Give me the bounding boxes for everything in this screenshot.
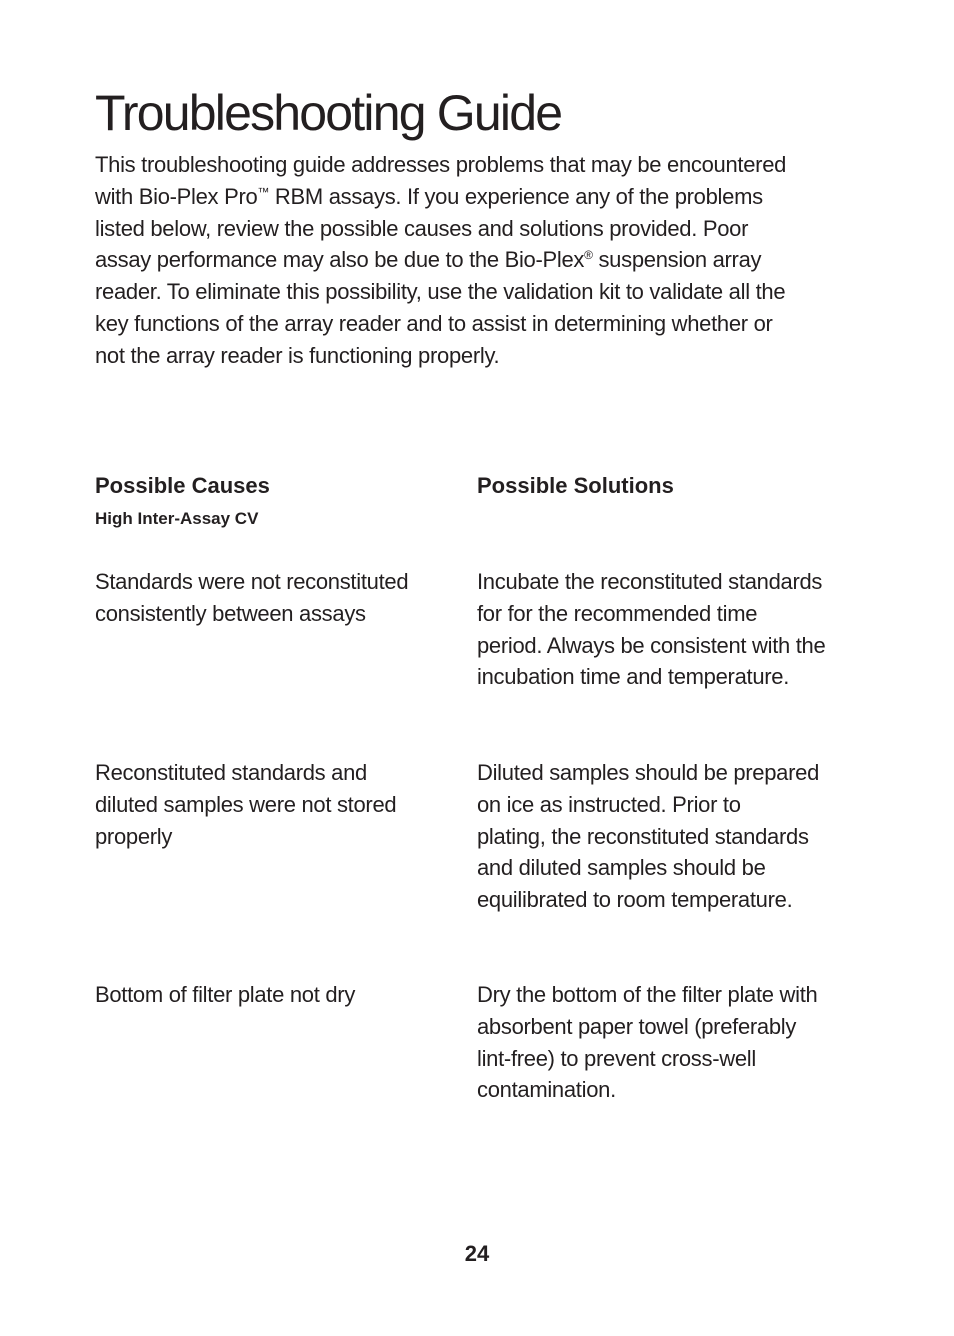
solution-line: lint-free) to prevent cross-well (477, 1045, 756, 1071)
solution-line: plating, the reconstituted standards (477, 823, 809, 849)
intro-line: listed below, review the possible causes and solutions provided. Poor (95, 215, 749, 241)
possible-solutions-header: Possible Solutions (477, 473, 674, 498)
solution-cell (477, 979, 877, 1106)
cause-line: Bottom of filter plate not dry (95, 982, 356, 1007)
solution-line: incubation time and temperature. (477, 664, 790, 690)
solution-line: Dry the bottom of the filter plate with (477, 982, 818, 1007)
cause-line: Reconstituted standards and (95, 760, 367, 785)
solution-line: Diluted samples should be prepared (477, 760, 820, 785)
cause-line: properly (95, 823, 173, 849)
cause-line: diluted samples were not stored (95, 791, 397, 817)
solution-line: and diluted samples should be (477, 855, 766, 881)
solution-cell (477, 566, 877, 693)
intro-line: This troubleshooting guide addresses problems that may be encountered (95, 152, 787, 177)
cause-cell (95, 757, 455, 852)
intro-text: assay performance may also be due to the Bio-Plex (95, 247, 585, 273)
cause-line: Standards were not reconstituted (95, 569, 409, 594)
solution-line: for for the recommended time (477, 600, 758, 626)
solution-line: Incubate the reconstituted standards (477, 569, 823, 594)
cause-cell (95, 566, 455, 630)
intro-line: not the array reader is functioning properly. (95, 342, 500, 368)
intro-line: key functions of the array reader and to assist in determining whether or (95, 310, 773, 336)
cause-line: consistently between assays (95, 600, 366, 626)
solution-line: period. Always be consistent with the (477, 632, 826, 658)
page-title: Troubleshooting Guide (95, 85, 562, 141)
intro-text: suspension array (592, 247, 762, 273)
intro-paragraph (95, 149, 855, 372)
registered-symbol: ® (584, 248, 593, 263)
intro-line (95, 181, 855, 213)
page-number: 24 (464, 1241, 490, 1266)
solution-line: equilibrated to room temperature. (477, 887, 793, 913)
intro-text: RBM assays. If you experience any of the problems (269, 183, 763, 209)
intro-text: with Bio-Plex Pro (95, 183, 258, 209)
possible-causes-header: Possible Causes (95, 473, 270, 498)
solution-line: contamination. (477, 1077, 616, 1103)
intro-line (95, 244, 855, 276)
solution-cell (477, 757, 877, 916)
cause-cell (95, 979, 455, 1011)
solution-line: absorbent paper towel (preferably (477, 1013, 797, 1039)
solution-line: on ice as instructed. Prior to (477, 791, 741, 817)
intro-line: reader. To eliminate this possibility, use the validation kit to validate all the (95, 279, 786, 305)
trademark-symbol: ™ (257, 184, 270, 199)
section-title: High Inter-Assay CV (95, 509, 259, 528)
